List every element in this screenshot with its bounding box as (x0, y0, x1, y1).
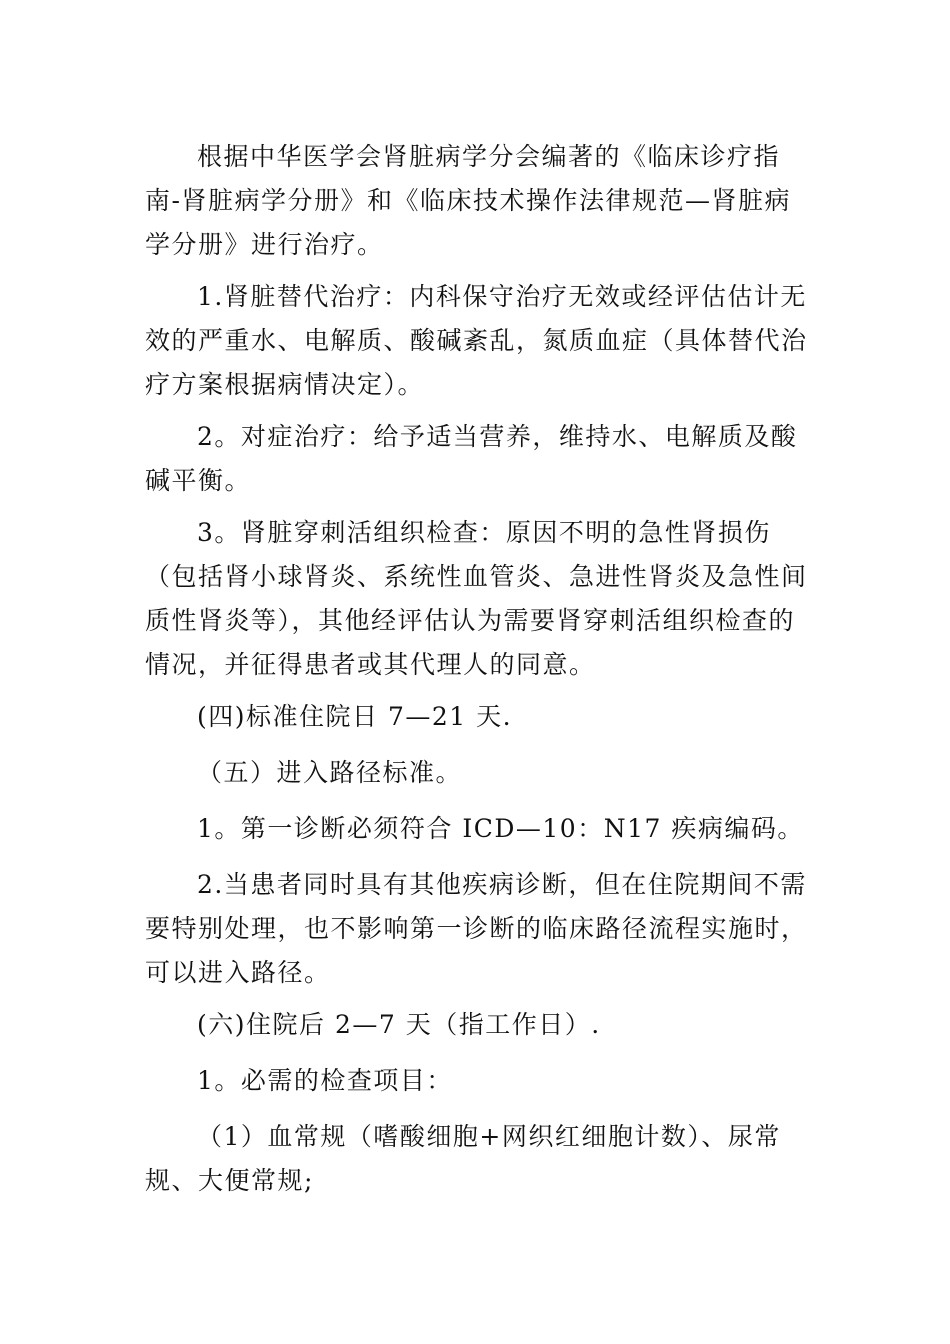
paragraph-post-admission-days: (六)住院后 2—7 天（指工作日）. (197, 1010, 601, 1039)
paragraph-treatment-basis: 根据中华医学会肾脏病学分会编著的《临床诊疗指南-肾脏病学分册》和《临床技术操作法律规范—肾脏病学分册》进行治疗。 (145, 142, 791, 259)
paragraph-pathway-entry-standard: （五）进入路径标准。 (197, 758, 463, 787)
paragraph-standard-hospital-stay: (四)标准住院日 7—21 天. (197, 702, 513, 731)
paragraph-comorbidity: 2.当患者同时具有其他疾病诊断，但在住院期间不需要特别处理，也不影响第一诊断的临床路径流程实施时，可以进入路径。 (145, 870, 808, 987)
document-body (145, 135, 815, 1203)
paragraph-required-tests: 1。必需的检查项目： (197, 1066, 453, 1095)
paragraph-blood-routine: （1）血常规（嗜酸细胞+网织红细胞计数）、尿常规、大便常规; (145, 1122, 781, 1195)
paragraph-renal-replacement-therapy: 1.肾脏替代治疗：内科保守治疗无效或经评估估计无效的严重水、电解质、酸碱紊乱，氮质血症（具体替代治疗方案根据病情决定）。 (145, 282, 808, 399)
paragraph-symptomatic-treatment: 2。对症治疗：给予适当营养，维持水、电解质及酸碱平衡。 (145, 422, 798, 495)
paragraph-first-diagnosis: 1。第一诊断必须符合 ICD—10：N17 疾病编码。 (197, 814, 804, 843)
paragraph-renal-biopsy: 3。肾脏穿刺活组织检查：原因不明的急性肾损伤（包括肾小球肾炎、系统性血管炎、急进性肾炎及急性间质性肾炎等），其他经评估认为需要肾穿刺活组织检查的情况，并征得患者或其代理人的同意。 (145, 518, 808, 679)
